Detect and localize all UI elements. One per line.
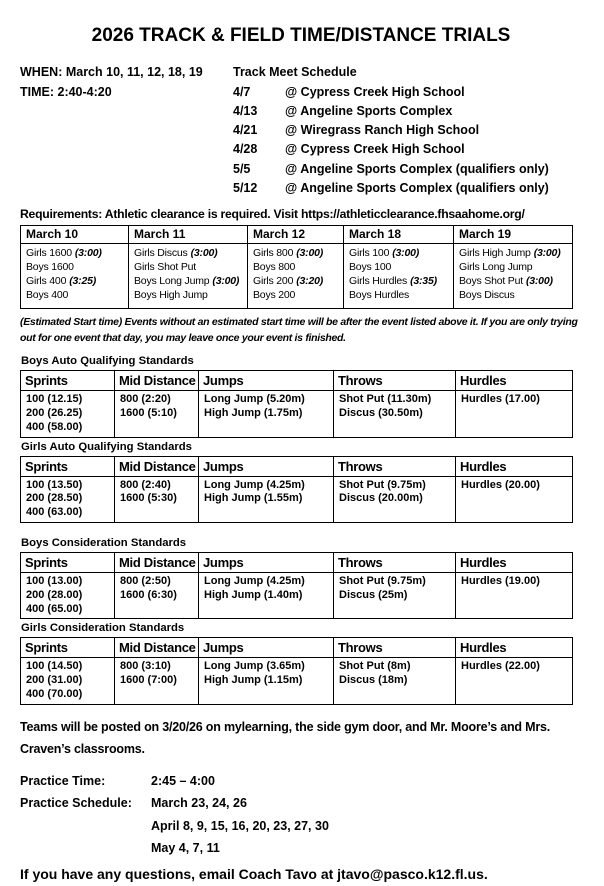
standards-cell-mid-distance	[115, 391, 199, 437]
meet-schedule-heading: Track Meet Schedule	[233, 65, 357, 79]
standards-cell-jumps	[199, 391, 334, 437]
event-name: Girls Long Jump	[459, 261, 533, 274]
standards-body-row	[21, 573, 573, 619]
event-time: (3:20)	[296, 275, 324, 288]
standards-cell-sprints	[21, 391, 115, 437]
meet-schedule-block	[233, 63, 549, 198]
practice-block	[20, 770, 592, 860]
questions-line	[20, 863, 592, 886]
standards-cell-hurdles	[456, 573, 573, 619]
trial-event	[459, 288, 570, 302]
trial-event	[349, 274, 451, 288]
meet-date: 4/21	[233, 123, 258, 138]
standards-col-header: Mid Distance	[115, 371, 199, 391]
standards-heading-girls-consideration: Girls Consideration Standards	[21, 622, 185, 635]
clearance-url-link[interactable]: https://athleticclearance.fhsaahome.org/	[300, 207, 525, 222]
meet-location: @ Wiregrass Ranch High School	[285, 123, 480, 138]
meet-date: 4/28	[233, 142, 258, 157]
when-time-block	[20, 63, 233, 198]
standards-cell-hurdles	[456, 658, 573, 704]
standard-line: 1600 (7:00)	[120, 674, 177, 687]
practice-schedule-row	[151, 837, 592, 860]
standards-cell-sprints	[21, 658, 115, 704]
event-time: (3:00)	[533, 247, 561, 260]
standard-line: 100 (12.15)	[26, 393, 83, 406]
standard-line: 1600 (6:30)	[120, 588, 177, 601]
trial-event	[26, 274, 126, 288]
trial-event	[349, 288, 451, 302]
standards-cell-throws	[334, 573, 456, 619]
standards-col-header: Jumps	[199, 638, 334, 658]
standard-line: 400 (65.00)	[26, 602, 83, 615]
trial-day-cell	[21, 244, 129, 309]
requirements-line	[20, 207, 592, 221]
event-name: Boys High Jump	[134, 289, 208, 302]
time-line: TIME: 2:40-4:20	[20, 84, 112, 99]
event-time: (3:00)	[525, 275, 553, 288]
event-name: Girls 200	[253, 275, 294, 288]
trial-event	[459, 274, 570, 288]
requirements-text: Requirements: Athletic clearance is required. Visit	[20, 207, 301, 222]
standards-body-row	[21, 658, 573, 704]
standards-col-header: Throws	[334, 638, 456, 658]
standard-line: Hurdles (19.00)	[461, 575, 540, 588]
standard-line: High Jump (1.40m)	[204, 588, 303, 601]
trial-col-header: March 10	[21, 226, 129, 244]
standards-col-header: Sprints	[21, 456, 115, 476]
meet-item	[233, 179, 549, 198]
trial-col-header: March 18	[344, 226, 454, 244]
standard-line: 400 (58.00)	[26, 420, 83, 433]
standards-col-header: Sprints	[21, 553, 115, 573]
practice-schedule-line: April 8, 9, 15, 16, 20, 23, 27, 30	[151, 818, 329, 833]
trial-event	[134, 260, 245, 274]
standards-cell-jumps	[199, 573, 334, 619]
practice-schedule-row	[151, 815, 592, 838]
event-time: (3:00)	[190, 247, 218, 260]
event-time: (3:00)	[296, 247, 324, 260]
standards-cell-hurdles	[456, 391, 573, 437]
standard-line: 200 (28.00)	[26, 588, 83, 601]
trial-event	[253, 260, 341, 274]
standard-line: High Jump (1.15m)	[204, 674, 303, 687]
standards-cell-mid-distance	[115, 658, 199, 704]
event-name: Girls 800	[253, 247, 294, 260]
standard-line: Hurdles (22.00)	[461, 660, 540, 673]
standards-col-header: Mid Distance	[115, 553, 199, 573]
trial-event	[349, 260, 451, 274]
practice-schedule-label: Practice Schedule:	[20, 796, 132, 811]
meet-item	[233, 121, 549, 140]
meet-item	[233, 83, 549, 102]
coach-email-link[interactable]: jtavo@pasco.k12.fl.us	[337, 865, 484, 882]
event-name: Boys 400	[26, 289, 69, 302]
standard-line: 100 (14.50)	[26, 660, 83, 673]
standard-line: Long Jump (4.25m)	[204, 478, 305, 491]
trial-event	[26, 246, 126, 260]
standards-col-header: Hurdles	[456, 553, 573, 573]
boys-auto-standards-table	[20, 370, 573, 437]
standards-heading-boys-auto: Boys Auto Qualifying Standards	[21, 355, 194, 368]
standard-line: Hurdles (17.00)	[461, 393, 540, 406]
standard-line: 200 (31.00)	[26, 674, 83, 687]
event-name: Girls High Jump	[459, 247, 531, 260]
standard-line: 400 (63.00)	[26, 506, 83, 519]
standard-line: 800 (3:10)	[120, 660, 171, 673]
trial-event	[26, 260, 126, 274]
trial-event	[349, 246, 451, 260]
standards-col-header: Jumps	[199, 456, 334, 476]
standards-cell-mid-distance	[115, 573, 199, 619]
event-time: (3:00)	[212, 275, 240, 288]
standard-line: 400 (70.00)	[26, 688, 83, 701]
standards-col-header: Sprints	[21, 638, 115, 658]
trial-event	[134, 274, 245, 288]
trial-schedule-table	[20, 225, 573, 309]
standards-header-row	[21, 371, 573, 391]
boys-consideration-standards-table	[20, 552, 573, 619]
meet-location: @ Cypress Creek High School	[285, 142, 465, 157]
standards-col-header: Hurdles	[456, 456, 573, 476]
standards-col-header: Jumps	[199, 371, 334, 391]
trial-event	[134, 288, 245, 302]
standard-line: Shot Put (9.75m)	[339, 478, 426, 491]
event-name: Girls Discus	[134, 247, 188, 260]
event-name: Boys 1600	[26, 261, 74, 274]
standard-line: Shot Put (11.30m)	[339, 393, 432, 406]
event-name: Girls 1600	[26, 247, 72, 260]
meet-item	[233, 102, 549, 121]
standards-cell-jumps	[199, 658, 334, 704]
standard-line: 200 (28.50)	[26, 492, 83, 505]
standard-line: 800 (2:20)	[120, 393, 171, 406]
standards-cell-throws	[334, 476, 456, 522]
standard-line: 1600 (5:10)	[120, 407, 177, 420]
standards-cell-throws	[334, 658, 456, 704]
practice-time-row	[20, 770, 592, 793]
meet-location: @ Angeline Sports Complex	[285, 103, 453, 118]
trial-event	[459, 246, 570, 260]
girls-consideration-standards-table	[20, 637, 573, 704]
meet-location: @ Angeline Sports Complex (qualifiers only)	[285, 180, 549, 195]
standards-header-row	[21, 638, 573, 658]
event-name: Girls 400	[26, 275, 67, 288]
practice-schedule-row	[20, 792, 592, 815]
meet-date: 4/7	[233, 84, 251, 99]
standard-line: 100 (13.50)	[26, 478, 83, 491]
standard-line: Shot Put (8m)	[339, 660, 411, 673]
trial-day-cell	[344, 244, 454, 309]
meet-item	[233, 140, 549, 159]
teams-posted-note: Teams will be posted on 3/20/26 on mylearning, the side gym door, and Mr. Moore’s and Mrs. Craven’s classrooms.	[20, 719, 551, 757]
trial-event	[26, 288, 126, 302]
trial-col-header: March 19	[454, 226, 573, 244]
meet-date: 5/12	[233, 180, 258, 195]
standards-col-header: Sprints	[21, 371, 115, 391]
girls-auto-standards-table	[20, 456, 573, 523]
trial-body-row	[21, 244, 573, 309]
practice-time-value: 2:45 – 4:00	[151, 773, 215, 788]
standards-col-header: Hurdles	[456, 638, 573, 658]
trial-col-header: March 12	[248, 226, 344, 244]
standard-line: Discus (25m)	[339, 588, 408, 601]
meet-location: @ Angeline Sports Complex (qualifiers only)	[285, 161, 549, 176]
event-name: Boys 100	[349, 261, 392, 274]
standards-col-header: Throws	[334, 456, 456, 476]
standards-col-header: Throws	[334, 553, 456, 573]
standard-line: Discus (18m)	[339, 674, 408, 687]
event-time: (3:35)	[410, 275, 437, 288]
meet-date: 4/13	[233, 103, 258, 118]
trial-day-cell	[248, 244, 344, 309]
event-time: (3:25)	[69, 275, 97, 288]
standards-col-header: Jumps	[199, 553, 334, 573]
standard-line: 100 (13.00)	[26, 575, 83, 588]
standard-line: Hurdles (20.00)	[461, 478, 540, 491]
standards-heading-boys-consideration: Boys Consideration Standards	[21, 537, 187, 550]
trial-event	[253, 274, 341, 288]
standard-line: 1600 (5:30)	[120, 492, 177, 505]
standards-cell-hurdles	[456, 476, 573, 522]
meet-location: @ Cypress Creek High School	[285, 84, 465, 99]
standards-cell-sprints	[21, 476, 115, 522]
standards-header-row	[21, 553, 573, 573]
trial-event	[134, 246, 245, 260]
standards-col-header: Mid Distance	[115, 456, 199, 476]
trial-day-cell	[129, 244, 248, 309]
questions-period: .	[483, 865, 488, 882]
standard-line: Long Jump (5.20m)	[204, 393, 305, 406]
event-name: Boys 800	[253, 261, 296, 274]
practice-schedule-line: May 4, 7, 11	[151, 841, 220, 856]
standards-col-header: Hurdles	[456, 371, 573, 391]
event-time: (3:00)	[392, 247, 420, 260]
event-name: Boys Long Jump	[134, 275, 210, 288]
standard-line: 800 (2:40)	[120, 478, 171, 491]
questions-text: If you have any questions, email Coach Tavo at	[20, 865, 338, 882]
page-title: 2026 TRACK & FIELD TIME/DISTANCE TRIALS	[91, 25, 511, 46]
trial-event	[253, 288, 341, 302]
event-name: Boys Shot Put	[459, 275, 523, 288]
event-name: Girls Hurdles	[349, 275, 408, 288]
trial-event	[253, 246, 341, 260]
start-time-note: (Estimated Start time) Events without an estimated start time will be after the event listed above it. If you are only trying out for one event that day, you may leave once your event is finished.	[20, 316, 578, 345]
standards-cell-throws	[334, 391, 456, 437]
standard-line: Discus (20.00m)	[339, 492, 423, 505]
standard-line: 200 (26.25)	[26, 407, 83, 420]
header-section	[20, 63, 592, 198]
when-line: WHEN: March 10, 11, 12, 18, 19	[20, 65, 203, 79]
standard-line: Shot Put (9.75m)	[339, 575, 426, 588]
standards-body-row	[21, 391, 573, 437]
standards-cell-jumps	[199, 476, 334, 522]
meet-item	[233, 160, 549, 179]
standards-cell-mid-distance	[115, 476, 199, 522]
standard-line: Discus (30.50m)	[339, 407, 423, 420]
standard-line: High Jump (1.55m)	[204, 492, 303, 505]
standard-line: High Jump (1.75m)	[204, 407, 303, 420]
event-name: Boys 200	[253, 289, 296, 302]
standards-cell-sprints	[21, 573, 115, 619]
standard-line: 800 (2:50)	[120, 575, 171, 588]
standards-col-header: Throws	[334, 371, 456, 391]
standard-line: Long Jump (4.25m)	[204, 575, 305, 588]
practice-schedule-line: March 23, 24, 26	[151, 796, 247, 811]
practice-time-label: Practice Time:	[20, 773, 106, 788]
trial-day-cell	[454, 244, 573, 309]
event-name: Boys Discus	[459, 289, 515, 302]
standards-col-header: Mid Distance	[115, 638, 199, 658]
standards-header-row	[21, 456, 573, 476]
standards-body-row	[21, 476, 573, 522]
standard-line: Long Jump (3.65m)	[204, 660, 305, 673]
trial-header-row	[21, 226, 573, 244]
event-name: Girls Shot Put	[134, 261, 196, 274]
event-name: Girls 100	[349, 247, 390, 260]
standards-heading-girls-auto: Girls Auto Qualifying Standards	[21, 440, 192, 453]
event-time: (3:00)	[74, 247, 102, 260]
meet-date: 5/5	[233, 161, 251, 176]
trial-col-header: March 11	[129, 226, 248, 244]
trial-event	[459, 260, 570, 274]
event-name: Boys Hurdles	[349, 289, 410, 302]
